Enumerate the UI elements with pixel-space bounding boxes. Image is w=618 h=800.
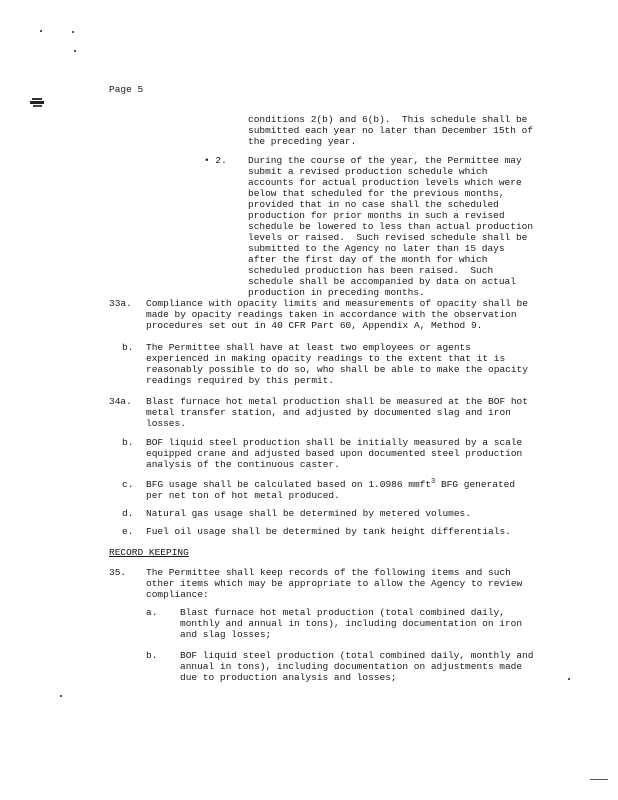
text-line: monthly and annual in tons), including documentation on iron	[180, 618, 523, 629]
item-33a-label: 33a.	[109, 298, 132, 309]
text-line: analysis of the continuous caster.	[146, 459, 340, 470]
item-34c-body	[146, 479, 515, 501]
text-line: production for prior months in such a revised	[248, 210, 505, 221]
text-line: annual in tons), including documentation on adjustments made	[180, 661, 523, 672]
text-line: submitted each year no later than December 15th of	[248, 125, 534, 136]
text-line: The Permittee shall keep records of the following items and such	[146, 567, 511, 578]
item-33b-label: b.	[122, 342, 134, 353]
item-34e-label: e.	[122, 526, 134, 537]
item-35a-label: a.	[146, 607, 158, 618]
text-line: per net ton of hot metal produced.	[146, 490, 340, 501]
text-line: During the course of the year, the Permittee may	[248, 155, 522, 166]
item-34c-label: c.	[122, 479, 134, 490]
text-line: and slag losses;	[180, 629, 272, 640]
text-line: submit a revised production schedule which	[248, 166, 488, 177]
intro-continuation	[248, 114, 533, 147]
item-2-body	[248, 155, 533, 298]
text-line: readings required by this permit.	[146, 375, 335, 386]
item-35-label: 35.	[109, 567, 127, 578]
text-line: metal transfer station, and adjusted by documented slag and iron	[146, 407, 511, 418]
text-line: schedule shall be accompanied by data on actual	[248, 276, 516, 287]
text-line: BOF liquid steel production (total combined daily, monthly and	[180, 650, 534, 661]
text-line: reasonably possible to do so, who shall be able to make the opacity	[146, 364, 528, 375]
scan-speck	[60, 695, 62, 697]
item-2-number-text: 2.	[215, 155, 227, 166]
item-35b-label: b.	[146, 650, 158, 661]
item-2-number: • 2.	[204, 155, 227, 166]
text-line: experienced in making opacity readings to the extent that it is	[146, 353, 506, 364]
text-line: The Permittee shall have at least two employees or agents	[146, 342, 471, 353]
text-line: made by opacity readings taken in accordance with the observation	[146, 309, 517, 320]
text-line: due to production analysis and losses;	[180, 672, 397, 683]
item-34d-label: d.	[122, 508, 134, 519]
text-line: provided that in no case shall the scheduled	[248, 199, 499, 210]
text-line	[146, 479, 515, 490]
item-33a-body	[146, 298, 528, 331]
record-keeping-heading: RECORD KEEPING	[109, 547, 189, 558]
text-line: Compliance with opacity limits and measurements of opacity shall be	[146, 298, 528, 309]
item-35b-body	[180, 650, 533, 683]
item-35a-body	[180, 607, 522, 640]
text-line: conditions 2(b) and 6(b). This schedule shall be	[248, 114, 528, 125]
superscript-three: 3	[431, 477, 436, 486]
text-line: losses.	[146, 418, 186, 429]
text-line: production in preceding months.	[248, 287, 425, 298]
text-line: other items which may be appropriate to allow the Agency to review	[146, 578, 523, 589]
text-line: the preceding year.	[248, 136, 357, 147]
item-34c-text-pre: BFG usage shall be calculated based on 1.0986 mmft	[146, 479, 432, 490]
text-line: Natural gas usage shall be determined by metered volumes.	[146, 508, 471, 519]
item-34a-label: 34a.	[109, 396, 132, 407]
text-line: BOF liquid steel production shall be initially measured by a scale	[146, 437, 523, 448]
scan-speck	[72, 31, 74, 33]
text-line: compliance:	[146, 589, 209, 600]
item-34b-label: b.	[122, 437, 134, 448]
item-34d-body	[146, 508, 471, 519]
item-34a-body	[146, 396, 528, 429]
text-line: Fuel oil usage shall be determined by tank height differentials.	[146, 526, 511, 537]
text-line: below that scheduled for the previous months,	[248, 188, 505, 199]
text-line: Blast furnace hot metal production shall be measured at the BOF hot	[146, 396, 528, 407]
text-line: procedures set out in 40 CFR Part 60, Appendix A, Method 9.	[146, 320, 483, 331]
text-line: scheduled production has been raised. Such	[248, 265, 494, 276]
text-line: equipped crane and adjusted based upon documented steel production	[146, 448, 523, 459]
text-line: after the first day of the month for which	[248, 254, 488, 265]
item-34e-body	[146, 526, 511, 537]
item-35-body	[146, 567, 522, 600]
item-34b-body	[146, 437, 522, 470]
scan-speck	[74, 50, 76, 52]
text-line: levels or raised. Such revised schedule shall be	[248, 232, 528, 243]
page-label: Page 5	[109, 84, 144, 95]
scan-speck	[40, 30, 42, 32]
agency-stamp-mark	[30, 97, 46, 109]
scan-speck	[590, 779, 608, 780]
item-34c-text-post: BFG generated	[435, 479, 516, 490]
text-line: accounts for actual production levels which were	[248, 177, 522, 188]
text-line: schedule be lowered to less than actual production	[248, 221, 534, 232]
text-line: Blast furnace hot metal production (total combined daily,	[180, 607, 505, 618]
item-33b-body	[146, 342, 528, 386]
scan-speck	[568, 678, 570, 680]
text-line: submitted to the Agency no later than 15 days	[248, 243, 505, 254]
